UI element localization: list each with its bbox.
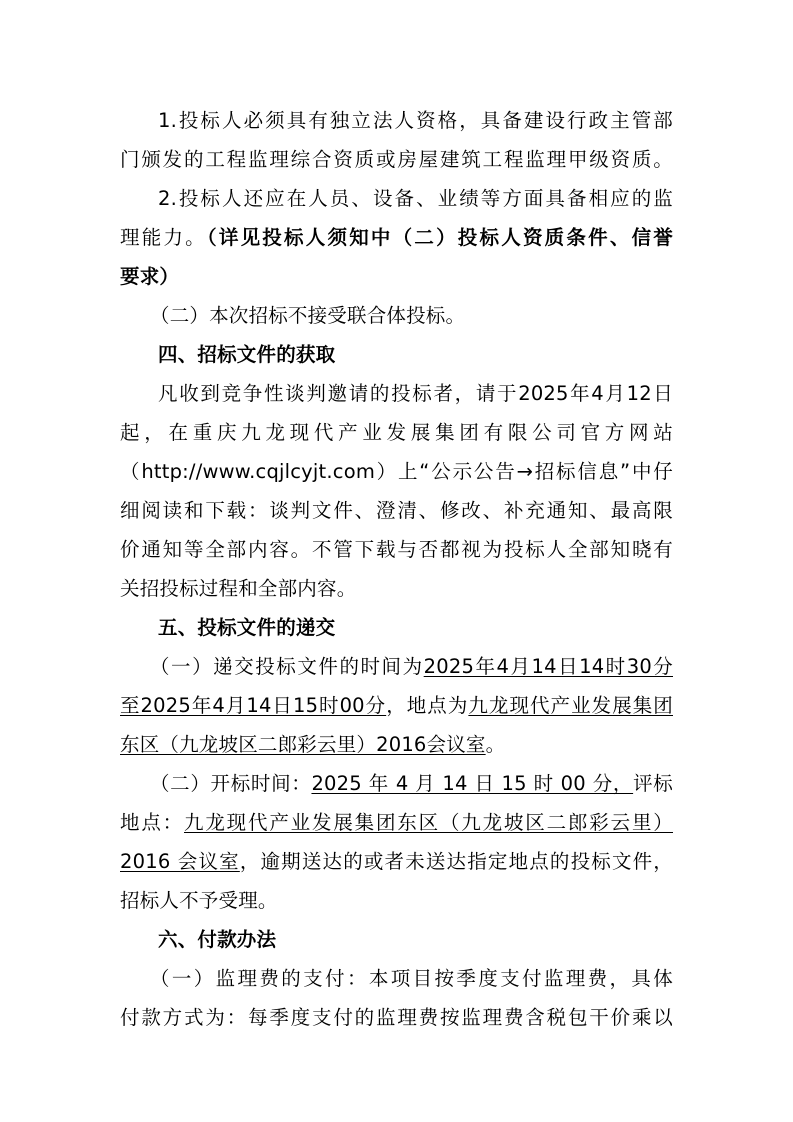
- text-segment: ，逾期送达的或者未送达指定地点的投标文件，: [239, 850, 673, 873]
- text-segment-bold: 要求）: [120, 265, 180, 288]
- section-heading: [158, 925, 673, 955]
- text-segment-bold: 四、招标文件的获取: [158, 343, 336, 366]
- text-segment: 凡收到竞争性谈判邀请的投标者，请于2025年4月12日: [158, 382, 673, 405]
- text-segment: 付款方式为：每季度支付的监理费按监理费含税包干价乘以: [120, 1006, 673, 1029]
- text-line: [120, 691, 673, 721]
- text-line: [120, 1003, 673, 1033]
- text-segment-bold: （详见投标人须知中（二）投标人资质条件、信誉: [206, 226, 673, 249]
- section-heading: [158, 613, 673, 643]
- text-segment: （一）递交投标文件的时间为: [150, 655, 424, 678]
- text-segment: 起，在重庆九龙现代产业发展集团有限公司官方网站: [120, 421, 673, 444]
- text-segment-underlined: 2025年4月14日14时30分: [423, 655, 673, 678]
- text-segment: （二）本次招标不接受联合体投标。: [150, 304, 466, 327]
- text-line: [120, 730, 673, 760]
- text-segment: 细阅读和下载：谈判文件、澄清、修改、补充通知、最高限: [120, 499, 673, 522]
- text-line: [120, 808, 673, 838]
- text-segment-bold: 五、投标文件的递交: [158, 616, 336, 639]
- text-line: [150, 652, 673, 682]
- text-line: [120, 886, 673, 916]
- text-segment: （http://www.cqjlcyjt.com）上“公示公告→招标信息”中仔: [120, 460, 673, 483]
- text-segment-underlined: 东区（九龙坡区二郎彩云里）2016会议室: [120, 733, 486, 756]
- text-line: [120, 847, 673, 877]
- text-segment: 门颁发的工程监理综合资质或房屋建筑工程监理甲级资质。: [120, 148, 673, 171]
- text-segment-underlined: 2025 年 4 月 14 日 15 时 00 分，: [311, 772, 634, 795]
- text-line: [120, 535, 673, 565]
- text-segment-underlined: 九龙现代产业发展集团: [468, 694, 673, 717]
- section-heading: [158, 340, 673, 370]
- text-line: [150, 964, 673, 994]
- text-line: [158, 184, 673, 214]
- text-segment: 2.投标人还应在人员、设备、业绩等方面具备相应的监: [158, 187, 673, 210]
- text-segment-underlined: 至2025年4月14日15时00分: [120, 694, 387, 717]
- text-line: [120, 496, 673, 526]
- text-line: [120, 145, 673, 175]
- text-segment-underlined: 九龙现代产业发展集团东区（九龙坡区二郎彩云里）: [184, 811, 673, 834]
- text-segment: 评标: [633, 772, 673, 795]
- text-segment: ，地点为: [386, 694, 469, 717]
- text-segment: 价通知等全部内容。不管下载与否都视为投标人全部知晓有: [120, 538, 673, 561]
- text-segment: 1.投标人必须具有独立法人资格，具备建设行政主管部: [158, 109, 673, 132]
- text-line: [120, 418, 673, 448]
- text-segment-underlined: 2016 会议室: [120, 850, 240, 873]
- text-line: [120, 262, 673, 292]
- text-line: [120, 223, 673, 253]
- text-segment: 招标人不予受理。: [120, 889, 278, 912]
- text-segment: 关招投标过程和全部内容。: [120, 577, 357, 600]
- text-segment: 。: [485, 733, 506, 756]
- text-segment: （一）监理费的支付：本项目按季度支付监理费，具体: [150, 967, 673, 990]
- text-segment: 地点：: [120, 811, 184, 834]
- text-segment: （二）开标时间：: [150, 772, 312, 795]
- text-line: [158, 106, 673, 136]
- text-segment-bold: 六、付款办法: [158, 928, 277, 951]
- text-line: [150, 769, 673, 799]
- text-line: [120, 574, 673, 604]
- text-line: [158, 379, 673, 409]
- text-segment: 理能力。: [120, 226, 207, 249]
- text-line: [150, 301, 665, 331]
- text-line: [120, 457, 673, 487]
